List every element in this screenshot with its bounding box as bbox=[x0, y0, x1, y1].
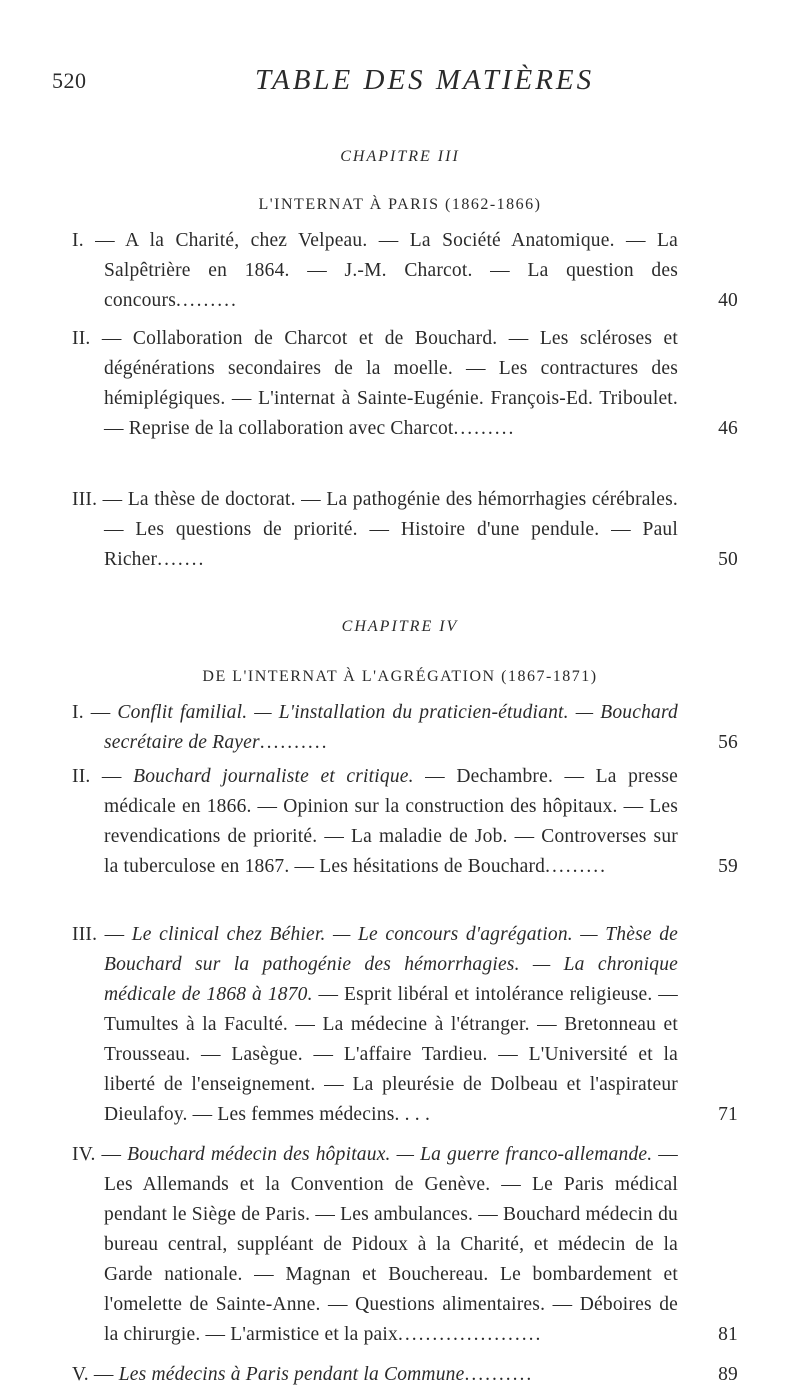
chapter-3-title: CHAPITRE III bbox=[340, 148, 460, 165]
toc-entry bbox=[72, 920, 740, 1130]
entry-page: 56 bbox=[718, 732, 738, 753]
leader-dots: ......... bbox=[453, 418, 516, 439]
leader-dots: .......... bbox=[259, 732, 329, 753]
entry-italic-text: Le clinical chez Béhier. — Le concours d'agrégation. — Thèse de Bouchard sur la pathogénie des hémorrhagies. — La chronique médicale de 1868 à 1870. bbox=[104, 924, 679, 1005]
entry-number: III. bbox=[72, 924, 98, 945]
leader-dots: .......... bbox=[464, 1364, 534, 1385]
entry-italic-text: Bouchard médecin des hôpitaux. — La guerre franco-allemande. bbox=[127, 1144, 653, 1165]
entry-lead: — bbox=[90, 766, 134, 787]
entry-italic-text: Les médecins à Paris pendant la Commune bbox=[118, 1364, 465, 1385]
entry-lead: — bbox=[97, 924, 132, 945]
entry-page: 40 bbox=[718, 290, 738, 311]
entry-text: — Dechambre. — La presse médicale en 1866. — Opinion sur la construction des hôpitaux. — Les revendications de priorité. — La maladie de Job. — Controverses sur la tuberculose en 1867. — Les hésitations de Bouchard bbox=[104, 766, 678, 877]
entry-number: II. bbox=[72, 328, 91, 349]
chapter-3-subtitle: L'INTERNAT À PARIS (1862-1866) bbox=[258, 196, 542, 213]
entry-number: V. bbox=[72, 1364, 89, 1385]
leader-dots: ....... bbox=[157, 549, 206, 570]
entry-page: 46 bbox=[718, 418, 738, 439]
entry-text: — A la Charité, chez Velpeau. — La Société Anatomique. — La Salpêtrière en 1864. — J.-M. Charcot. — La question des concours bbox=[83, 230, 678, 311]
entry-number: IV. bbox=[72, 1144, 96, 1165]
toc-entry bbox=[72, 1360, 740, 1390]
running-title: TABLE DES MATIÈRES bbox=[255, 64, 595, 96]
toc-entry bbox=[72, 226, 740, 316]
entry-text: — Les Allemands et la Convention de Genève. — Le Paris médical pendant le Siège de Paris. — Les ambulances. — Bouchard médecin du bureau central, suppléant de Pidoux à la Charité, et médecin de la Garde nationale. — Magnan et Bouchereau. Le bombardement et l'omelette de Sainte-Anne. — Questions alimentaires. — Déboires de la chirurgie. — L'armistice et la paix bbox=[104, 1144, 678, 1345]
entry-page: 81 bbox=[718, 1324, 738, 1345]
entry-lead: — bbox=[95, 1144, 128, 1165]
entry-number: I. bbox=[72, 230, 84, 251]
toc-entry bbox=[72, 324, 740, 444]
leader-dots: ......... bbox=[545, 856, 607, 877]
entry-text: — Esprit libéral et intolérance religieuse. — Tumultes à la Faculté. — La médecine à l'étranger. — Bretonneau et Trousseau. — Lasègue. — L'affaire Tardieu. — L'Université et la liberté de l'enseignement. — La pleurésie de Dolbeau et l'aspirateur Dieulafoy. — Les femmes médecins. . . . bbox=[104, 984, 678, 1125]
entry-italic-text: Conflit familial. — L'installation du praticien-étudiant. — Bouchard secrétaire de Rayer bbox=[104, 702, 678, 753]
entry-page: 59 bbox=[718, 856, 738, 877]
entry-number: I. bbox=[72, 702, 84, 723]
toc-entry bbox=[72, 698, 740, 758]
entry-number: III. bbox=[72, 489, 98, 510]
chapter-4-title: CHAPITRE IV bbox=[341, 618, 459, 635]
chapter-4-subtitle: DE L'INTERNAT À L'AGRÉGATION (1867-1871) bbox=[202, 668, 598, 685]
toc-entry bbox=[72, 485, 740, 575]
leader-dots: ......... bbox=[176, 290, 238, 311]
entry-text: — La thèse de doctorat. — La pathogénie des hémorrhagies cérébrales. — Les questions de priorité. — Histoire d'une pendule. — Paul Richer bbox=[97, 489, 678, 570]
entry-page: 89 bbox=[718, 1364, 738, 1385]
entry-lead: — bbox=[83, 702, 118, 723]
leader-dots: ..................... bbox=[397, 1324, 543, 1345]
page-number: 520 bbox=[52, 68, 87, 93]
entry-lead: — bbox=[88, 1364, 119, 1385]
entry-page: 71 bbox=[718, 1104, 738, 1125]
toc-entry bbox=[72, 762, 740, 882]
entry-number: II. bbox=[72, 766, 91, 787]
entry-italic-text: Bouchard journaliste et critique. bbox=[133, 766, 414, 787]
toc-entry bbox=[72, 1140, 740, 1350]
entry-text: — Collaboration de Charcot et de Bouchard. — Les scléroses et dégénérations secondaires de la moelle. — Les contractures des hémiplégiques. — L'internat à Sainte-Eugénie. François-Ed. Triboulet. — Reprise de la collaboration avec Charcot bbox=[90, 328, 678, 439]
entry-page: 50 bbox=[718, 549, 738, 570]
